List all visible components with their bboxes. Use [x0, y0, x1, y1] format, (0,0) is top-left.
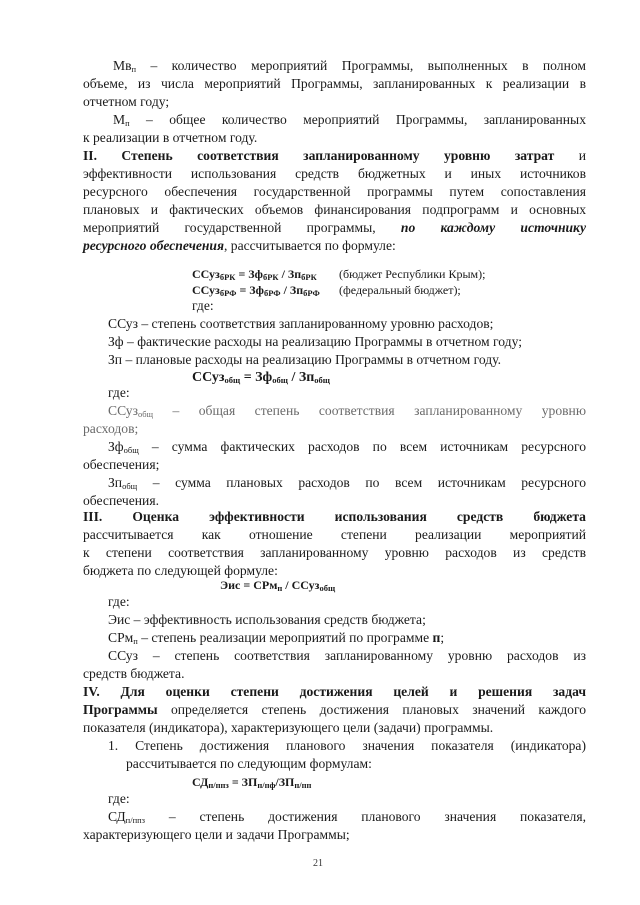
text-line: к степени соответствия запланированному уровню расходов из средств	[83, 545, 586, 560]
text-line: $М_п$ – общее количество мероприятий Программы, запланированных	[113, 112, 586, 128]
text-line: эффективности использования средств бюджетных и иных источников	[83, 166, 586, 181]
where-label: где:	[108, 385, 130, 400]
where-label: где:	[108, 594, 130, 609]
where-label: где:	[108, 791, 130, 806]
definition-line: ССуз – степень соответствия запланированному уровню расходов из	[108, 648, 586, 663]
definition-line: ССуз – степень соответствия запланированному уровню расходов;	[108, 316, 494, 331]
formula-budget-rf: ССуз$_{бРФ}$ = $Зф_{бРФ} / Зп_{бРФ}$	[192, 283, 320, 298]
page-number: 21	[313, 858, 323, 869]
text-line: плановых и фактических объемов финансирования подпрограмм и основных	[83, 202, 586, 217]
text-line: мероприятий государственной программы, по каждому источнику	[83, 220, 586, 235]
definition-line: $СД_{п/ппз}$ – степень достижения планового значения показателя,	[108, 809, 586, 825]
text-line: отчетном году;	[83, 94, 170, 109]
formula-budget-rk: ССуз$_{бРК}$ = $Зф_{бРК} / Зп_{бРК}$	[192, 267, 317, 282]
definition-line: обеспечения;	[83, 457, 160, 472]
text-line: к реализации в отчетном году.	[83, 130, 258, 145]
formula-note: (федеральный бюджет);	[339, 283, 461, 297]
text-line: ресурсного обеспечения государственной программы путем сопоставления	[83, 184, 586, 199]
definition-line: Зп – плановые расходы на реализацию Программы в отчетном году.	[108, 352, 502, 367]
where-label: где:	[192, 298, 214, 313]
text-line: рассчитывается как отношение степени реализации мероприятий	[83, 527, 586, 542]
section-heading-iii: III. Оценка эффективности использования средств бюджета	[83, 509, 586, 524]
text-line: бюджета по следующей формуле:	[83, 563, 278, 578]
definition-line: $Зп_{общ}$ – сумма плановых расходов по всем источникам ресурсного	[108, 475, 586, 491]
text-line: объеме, из числа мероприятий Программы, запланированных к реализации в	[83, 76, 586, 91]
text-line: рассчитывается по следующим формулам:	[126, 756, 372, 771]
section-heading-ii: II. Степень соответствия запланированному уровню затрат и	[83, 148, 586, 163]
text-line: ресурсного обеспечения, рассчитывается по формуле:	[83, 238, 396, 253]
list-item: 1. Степень достижения планового значения показателя (индикатора)	[108, 738, 586, 753]
definition-line: $Зф_{общ}$ – сумма фактических расходов по всем источникам ресурсного	[108, 439, 586, 455]
definition-line: СРм$_п$ – степень реализации мероприятий по программе п;	[108, 630, 445, 646]
definition-line: обеспечения.	[83, 493, 159, 508]
definition-line: Зф – фактические расходы на реализацию Программы в отчетном году;	[108, 334, 522, 349]
definition-line: расходов;	[83, 421, 139, 436]
definition-line: средств бюджета.	[83, 666, 185, 681]
formula-note: (бюджет Республики Крым);	[339, 267, 486, 281]
section-heading-iv: IV. Для оценки степени достижения целей и решения задач	[83, 684, 587, 699]
text-line: показателя (индикатора), характеризующего цели (задачи) программы.	[83, 720, 494, 735]
definition-line: Эис – эффективность использования средств бюджета;	[108, 612, 426, 627]
text-line: Программы определяется степень достижения плановых значений каждого	[83, 702, 586, 717]
text-line: $Мв_п$ – количество мероприятий Программы, выполненных в полном	[113, 58, 586, 74]
formula-efficiency: Эис = СРм$_п$ / ССуз$_{общ}$	[220, 578, 336, 593]
definition-line: характеризующего цели и задачи Программы;	[83, 827, 350, 842]
definition-line: ССуз$_{общ}$ – общая степень соответствия запланированному уровню	[108, 403, 586, 419]
formula-total: ССуз$_{общ}$ = $Зф_{общ} / Зп_{общ}$	[192, 370, 330, 385]
formula-indicator: $СД_{п/ппз} = ЗП_{п/пф}/ЗП_{п/пп}$	[192, 775, 312, 790]
